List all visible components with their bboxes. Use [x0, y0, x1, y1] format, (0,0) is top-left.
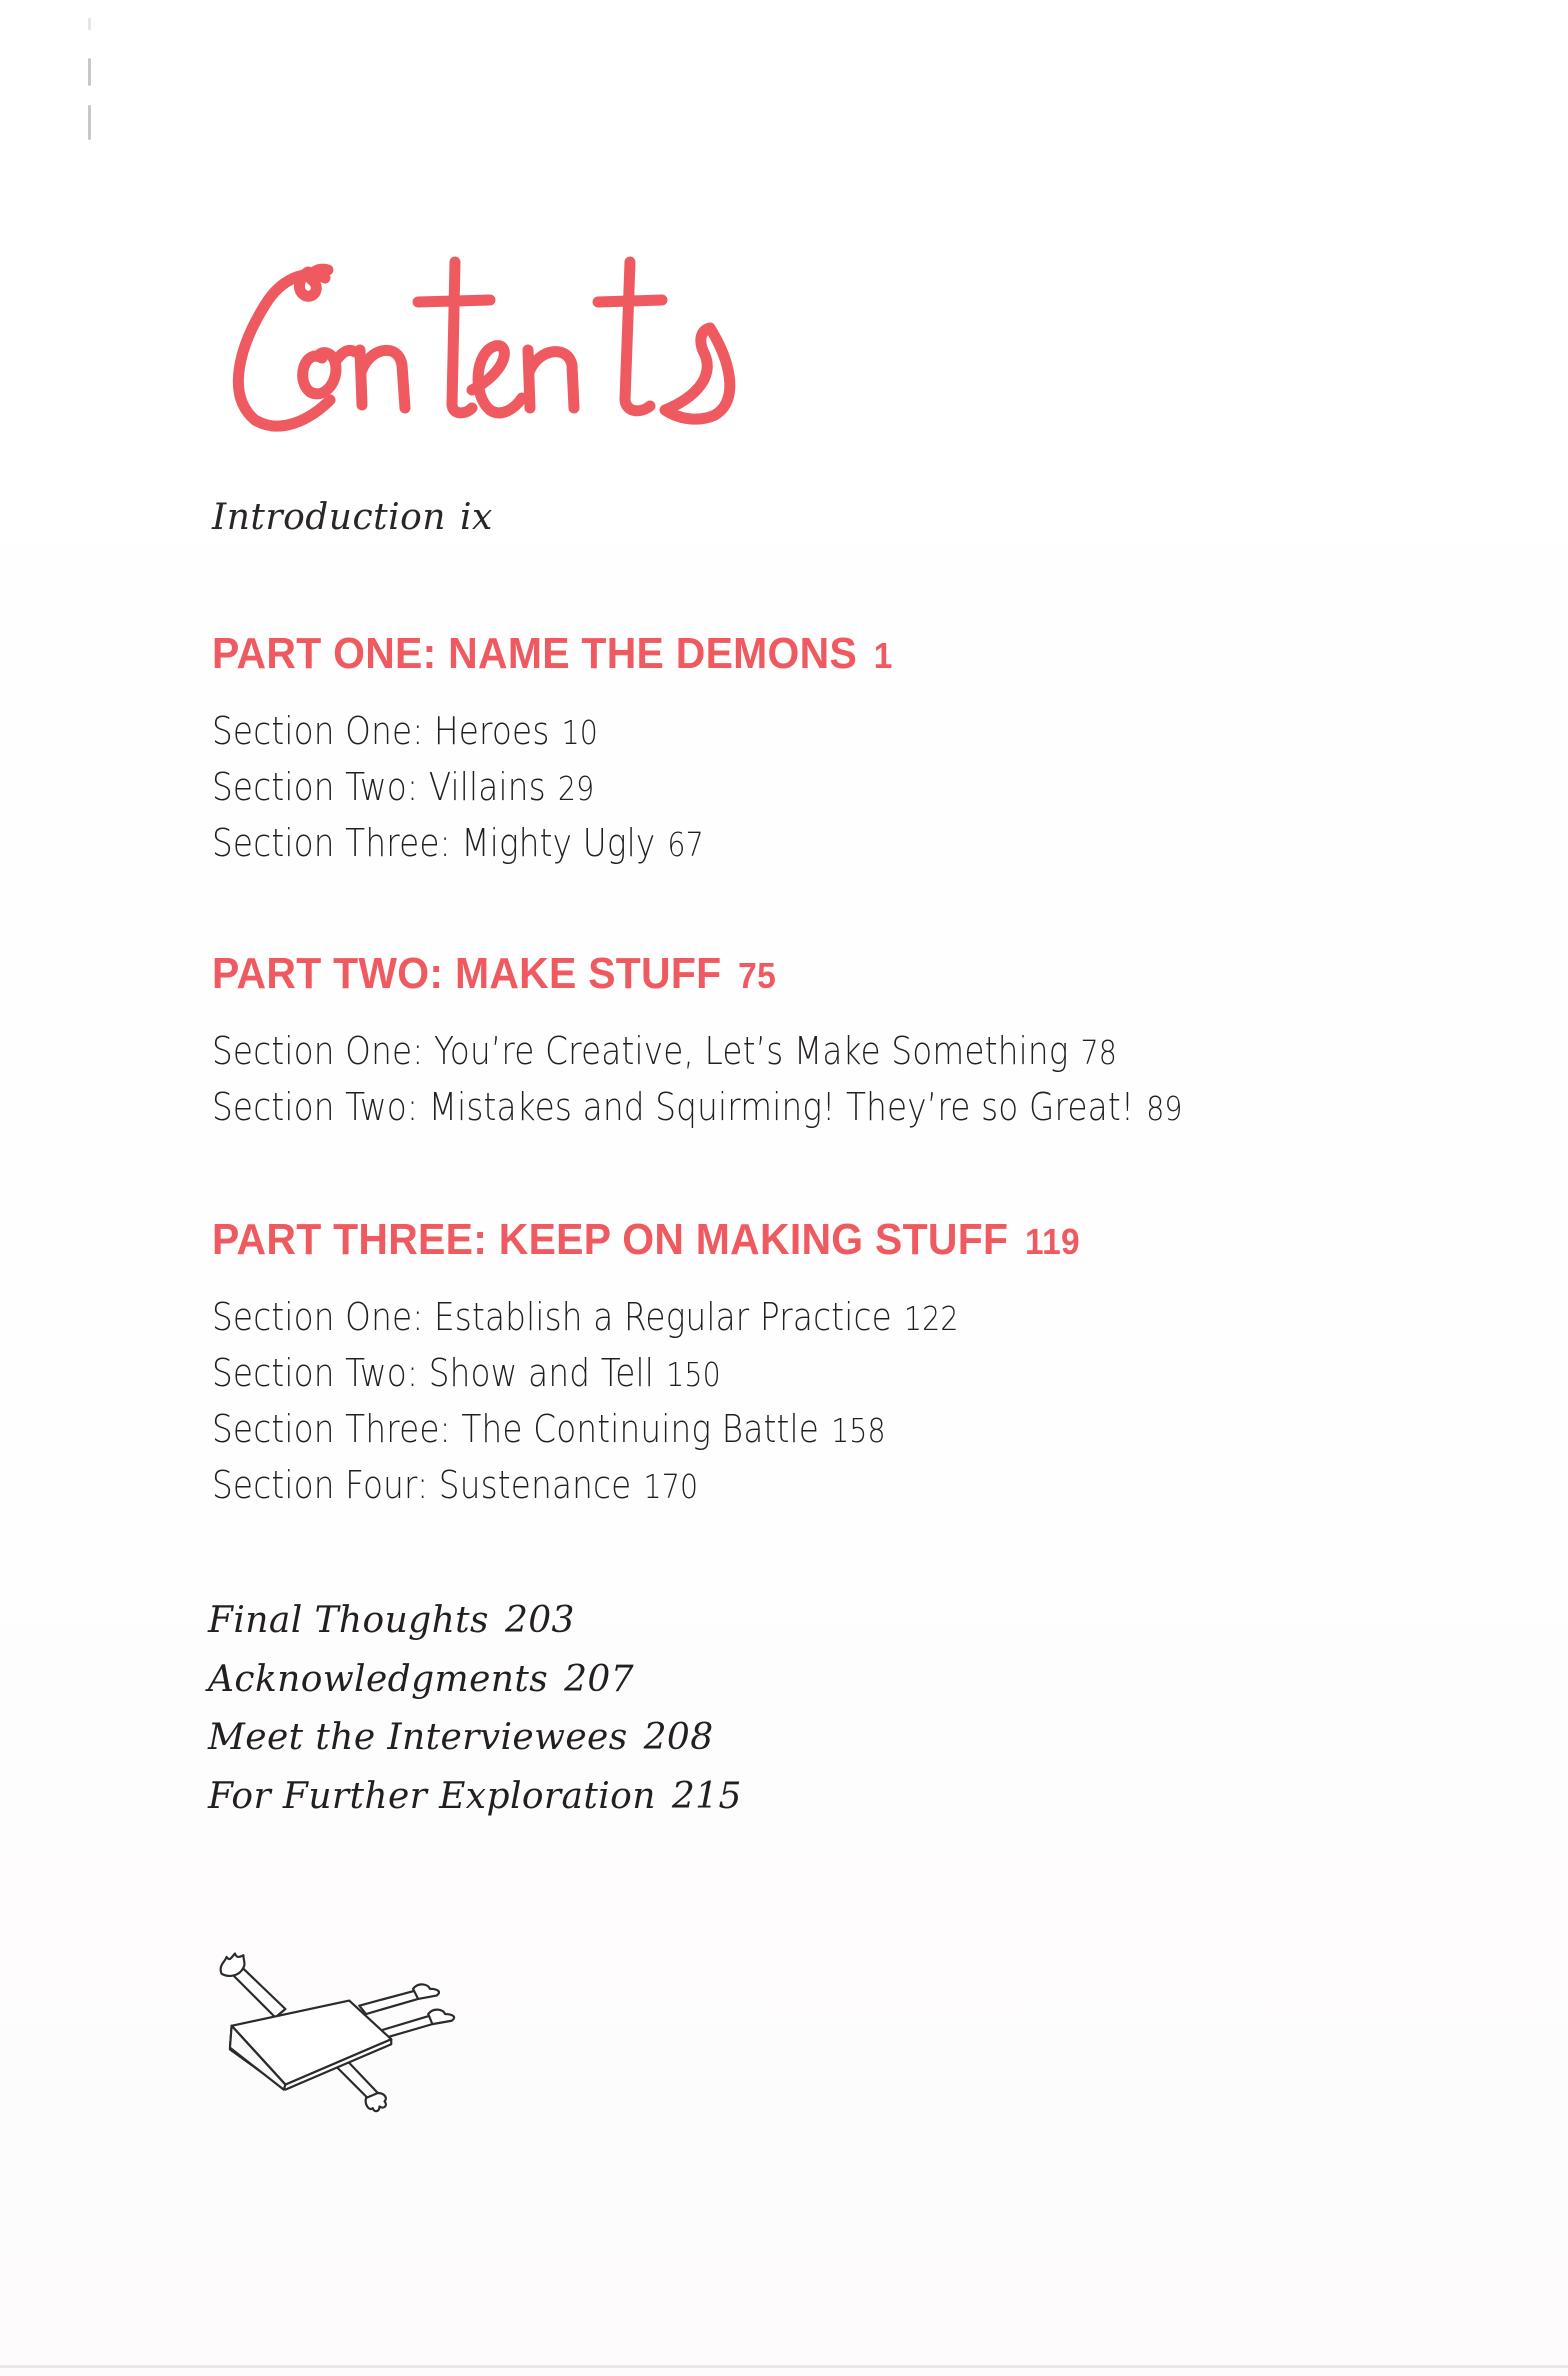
toc-section-item[interactable] [212, 760, 841, 816]
toc-section-page: 78 [1080, 1033, 1118, 1072]
toc-backmatter-item[interactable] [208, 1651, 742, 1710]
toc-introduction[interactable] [212, 497, 493, 538]
toc-part-three [212, 1215, 1145, 1514]
flying-box-figure-illustration [190, 1925, 490, 2135]
toc-backmatter-page: 208 [643, 1717, 714, 1758]
toc-section-page: 29 [557, 769, 595, 808]
toc-section-list [212, 1290, 1145, 1514]
toc-part-title: PART TWO: MAKE STUFF [212, 949, 722, 998]
toc-section-page: 89 [1146, 1089, 1183, 1128]
toc-part-one [212, 629, 944, 872]
toc-part-two [212, 949, 1341, 1136]
toc-part-heading[interactable] [212, 1215, 1080, 1264]
toc-backmatter-item[interactable] [208, 1709, 742, 1768]
toc-section-item[interactable] [212, 1024, 1183, 1080]
toc-part-page: 119 [1025, 1221, 1080, 1262]
toc-backmatter-list [208, 1592, 742, 1826]
contents-script-title-icon [210, 230, 770, 440]
toc-section-label: Section One: You’re Creative, Let’s Make Something [212, 1029, 1069, 1073]
toc-part-heading[interactable] [212, 949, 1262, 998]
toc-backmatter-label: Final Thoughts [208, 1600, 489, 1641]
toc-section-label: Section One: Establish a Regular Practice [212, 1295, 892, 1339]
toc-section-label: Section Four: Sustenance [212, 1463, 632, 1507]
toc-part-page: 1 [873, 635, 893, 676]
toc-section-item[interactable] [212, 1290, 1015, 1346]
toc-introduction-label: Introduction [212, 497, 446, 538]
toc-section-list [212, 1024, 1341, 1136]
toc-section-label: Section Three: The Continuing Battle [212, 1407, 820, 1451]
toc-backmatter-label: Meet the Interviewees [208, 1717, 628, 1758]
toc-section-page: 150 [666, 1355, 721, 1394]
page-bottom-edge [0, 2365, 1568, 2368]
toc-section-list [212, 704, 944, 872]
toc-introduction-page: ix [460, 497, 493, 538]
toc-section-page: 170 [643, 1467, 699, 1506]
toc-part-title: PART THREE: KEEP ON MAKING STUFF [212, 1215, 1009, 1264]
toc-section-page: 10 [561, 713, 599, 752]
toc-section-page: 158 [831, 1411, 886, 1450]
toc-section-label: Section Two: Villains [212, 765, 546, 809]
toc-section-label: Section Two: Show and Tell [212, 1351, 655, 1395]
toc-backmatter-label: Acknowledgments [208, 1658, 549, 1700]
toc-backmatter-item[interactable] [208, 1592, 742, 1651]
toc-backmatter-page: 203 [504, 1600, 575, 1641]
toc-backmatter-page: 215 [671, 1775, 742, 1817]
toc-backmatter-item[interactable] [208, 1768, 742, 1827]
toc-part-heading[interactable] [212, 629, 893, 678]
box-figure-icon [190, 1925, 490, 2135]
toc-section-item[interactable] [212, 816, 841, 872]
toc-section-label: Section Two: Mistakes and Squirming! They’re so Great! [212, 1085, 1135, 1129]
toc-section-item[interactable] [212, 704, 841, 760]
toc-section-label: Section Three: Mighty Ugly [212, 821, 656, 865]
toc-section-item[interactable] [212, 1402, 1015, 1458]
toc-section-label: Section One: Heroes [212, 709, 550, 753]
toc-section-item[interactable] [212, 1346, 1015, 1402]
toc-section-page: 67 [667, 825, 704, 864]
toc-backmatter-label: For Further Exploration [208, 1775, 656, 1817]
toc-part-page: 75 [738, 955, 776, 996]
toc-part-title: PART ONE: NAME THE DEMONS [212, 629, 858, 678]
toc-section-item[interactable] [212, 1458, 1015, 1514]
scan-artifact-marks [86, 10, 96, 140]
toc-section-item[interactable] [212, 1080, 1183, 1136]
toc-section-page: 122 [903, 1299, 959, 1338]
toc-backmatter-page: 207 [564, 1658, 635, 1700]
page-title [210, 230, 770, 440]
